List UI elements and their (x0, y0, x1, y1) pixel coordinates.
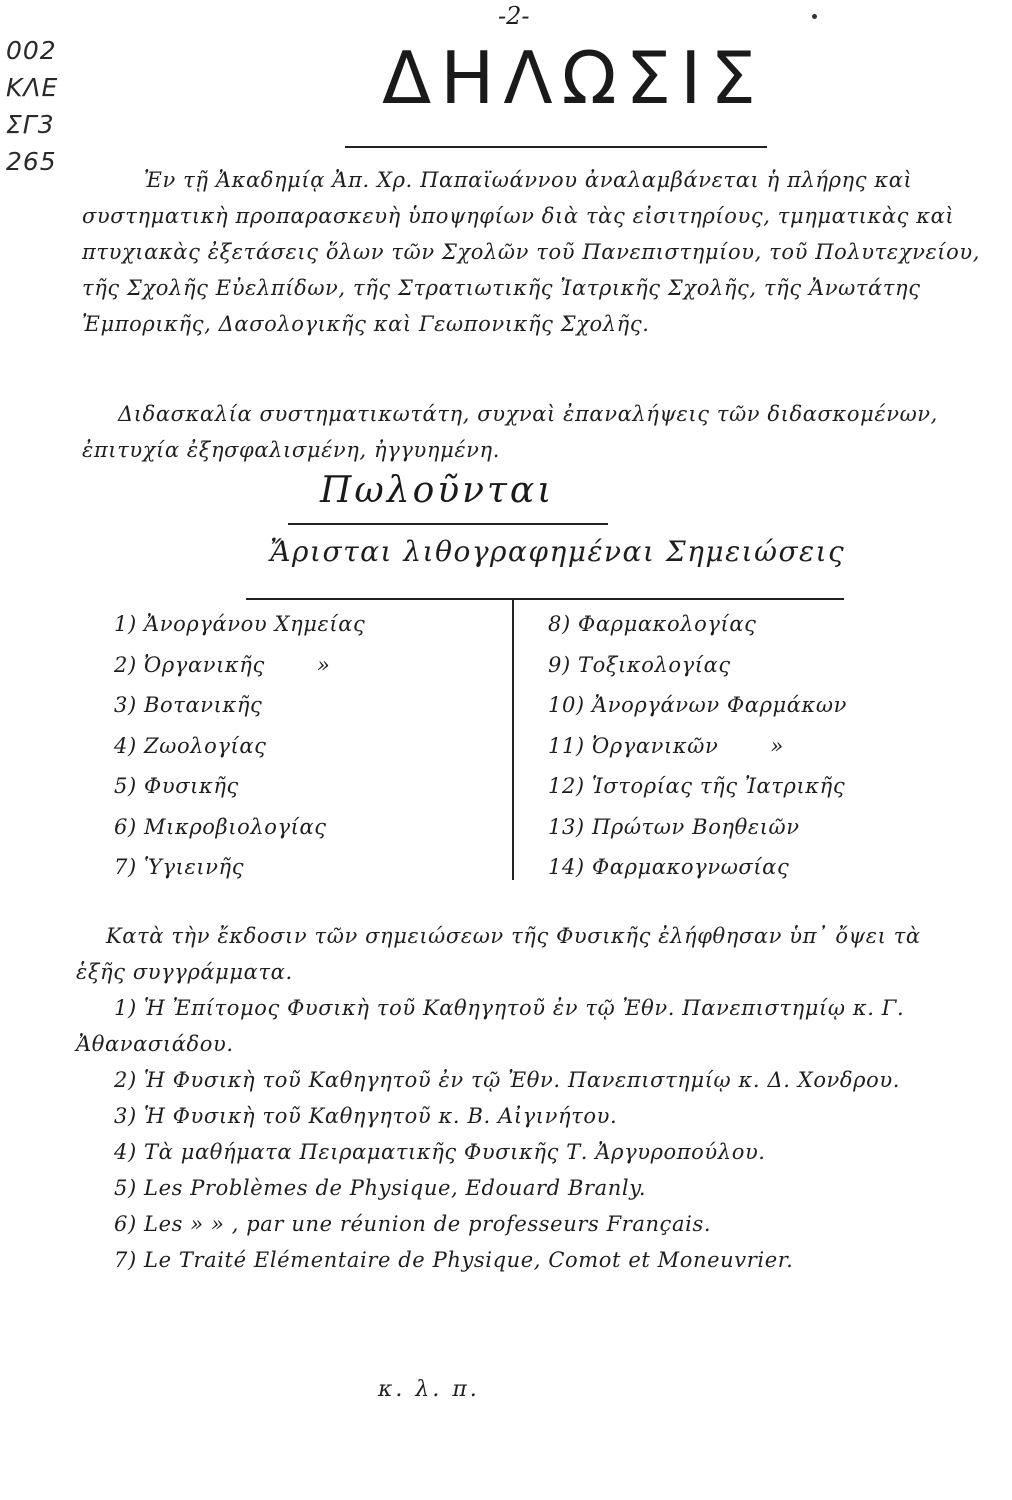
sell-heading: Πωλοῦνται (320, 470, 555, 511)
notes-heading: Ἄρισται λιθογραφημέναι Σημειώσεις (270, 535, 846, 568)
title-underline (345, 146, 767, 148)
notes-list-right (548, 612, 847, 896)
reference-item: 4) Τὰ μαθήματα Πειραματικῆς Φυσικῆς Τ. Ἀργυροπούλου. (114, 1140, 766, 1164)
reference-item: 1) Ἡ Ἐπίτομος Φυσικὴ τοῦ Καθηγητοῦ ἐν τῷ Ἐθν. Πανεπιστημίῳ κ. Γ. Ἀθανασιάδου. (76, 996, 905, 1056)
margin-catalog-note (6, 32, 58, 180)
ditto-mark: » (770, 733, 784, 758)
margin-note-line: 002 (6, 36, 57, 65)
list-item: 14) Φαρμακογνωσίας (548, 855, 790, 879)
margin-note-line: ΣΓ3 (6, 110, 55, 139)
list-item: 11) Ὀργανικῶν » (548, 733, 784, 758)
list-item: 7) Ὑγιεινῆς (114, 855, 245, 879)
closing-abbreviation: κ. λ. π. (378, 1377, 480, 1402)
list-item: 3) Βοτανικῆς (114, 693, 263, 717)
reference-list (76, 990, 976, 1278)
reference-item: 5) Les Problèmes de Physique, Edouard Branly. (114, 1176, 647, 1200)
margin-note-line: ΚΛΕ (6, 73, 59, 102)
teaching-paragraph: Διδασκαλία συστηματικωτάτη, συχναὶ ἐπαναλήψεις τῶν διδασκομένων, ἐπιτυχία ἐξησφαλισμένη, ἠγγυημένη. (82, 402, 938, 462)
list-item: 10) Ἀνοργάνων Φαρμάκων (548, 693, 848, 717)
divider-long (246, 598, 844, 600)
column-divider (512, 600, 514, 880)
notes-list-left (114, 612, 365, 896)
reference-item: 2) Ἡ Φυσικὴ τοῦ Καθηγητοῦ ἐν τῷ Ἐθν. Πανεπιστημίῳ κ. Δ. Χονδρου. (114, 1068, 901, 1092)
list-item: 12) Ἱστορίας τῆς Ἰατρικῆς (548, 774, 846, 798)
ditto-mark: » (316, 652, 331, 677)
reference-item: 3) Ἡ Φυσικὴ τοῦ Καθηγητοῦ κ. Β. Αἰγινήτου. (114, 1104, 618, 1128)
physics-paragraph: Κατὰ τὴν ἔκδοσιν τῶν σημειώσεων τῆς Φυσικῆς ἐλήφθησαν ὑπ᾽ ὄψει τὰ ἑξῆς συγγράμματα. (76, 924, 921, 984)
list-item: 5) Φυσικῆς (114, 774, 239, 798)
list-item: 13) Πρώτων Βοηθειῶν (548, 814, 800, 839)
list-item: 8) Φαρμακολογίας (548, 612, 757, 636)
ink-speck (812, 14, 817, 19)
page-number: -2- (498, 2, 530, 30)
divider-short (288, 523, 608, 525)
list-item: 9) Τοξικολογίας (548, 652, 731, 677)
list-item: 1) Ἀνοργάνου Χημείας (114, 612, 366, 636)
reference-item: 7) Le Traité Elémentaire de Physique, Comot et Moneuvrier. (114, 1248, 794, 1272)
list-item: 6) Μικροβιολογίας (114, 814, 327, 839)
reference-item: 6) Les » » , par une réunion de professeurs Français. (114, 1212, 712, 1236)
list-item: 2) Ὀργανικῆς » (114, 652, 331, 677)
list-item: 4) Ζωολογίας (114, 733, 267, 758)
margin-note-line: 265 (6, 147, 57, 176)
page-title: ΔΗΛΩΣΙΣ (382, 36, 765, 120)
intro-paragraph: Ἐν τῇ Ἀκαδημίᾳ Ἀπ. Χρ. Παπαϊωάννου ἀναλαμβάνεται ἡ πλήρης καὶ συστηματικὴ προπαρασκευὴ ὑποψηφίων διὰ τὰς εἰσιτηρίους, τμηματικὰς καὶ πτυχιακὰς ἐξετάσεις ὅλων τῶν Σχολῶν τοῦ Πανεπιστημίου, τοῦ Πολυτεχνείου, τῆς Σχολῆς Εὐελπίδων, τῆς Στρατιωτικῆς Ἰατρικῆς Σχολῆς, τῆς Ἀνωτάτης Ἐμπορικῆς, Δασολογικῆς καὶ Γεωπονικῆς Σχολῆς. (82, 168, 981, 336)
